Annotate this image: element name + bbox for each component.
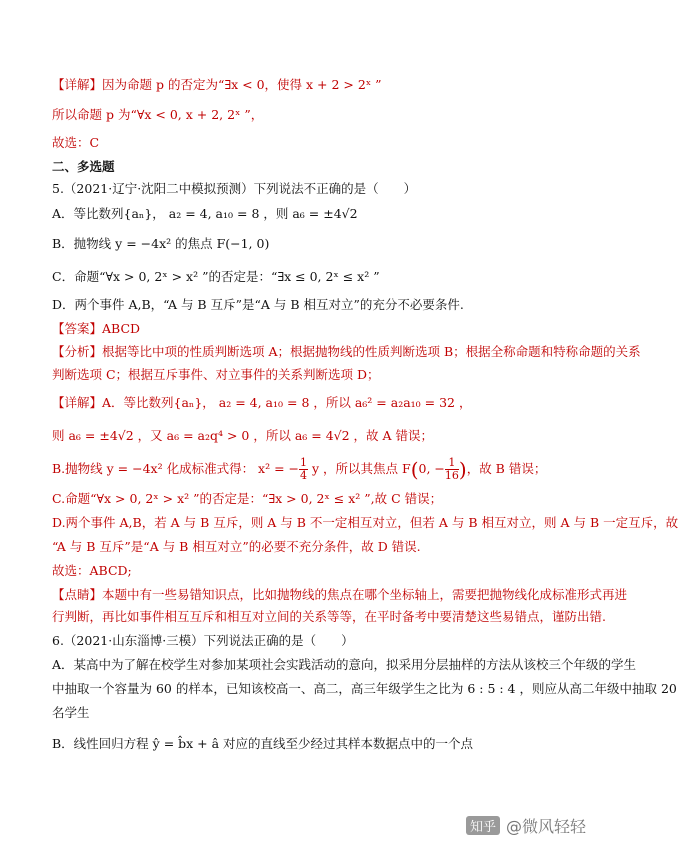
question-title: 6.（2021·山东淄博·三模）下列说法正确的是（ ）	[52, 633, 354, 648]
fraction-denominator: 16	[444, 469, 459, 482]
option-c: C．命题“∀x > 0, 2ˣ > x² ”的否定是：“∃x ≤ 0, 2ˣ ≤ x² ”	[52, 269, 380, 284]
focus-point-prefix: 0, −	[418, 461, 445, 476]
detail-line: 【详解】A．等比数列{aₙ}， a₂ = 4, a₁₀ = 8 ，所以 a₆² = a₂a₁₀ = 32 ，	[52, 395, 472, 410]
detail-line: C.命题“∀x > 0, 2ˣ > x² ”的否定是：“∃x > 0, 2ˣ ≤ x² ”,故 C 错误；	[52, 491, 443, 506]
option-a-cont: 名学生	[52, 705, 90, 720]
question-title: 5.（2021·辽宁·沈阳二中模拟预测）下列说法不正确的是（ ）	[52, 181, 417, 196]
option-b: B．抛物线 y = −4x² 的焦点 F(−1, 0)	[52, 236, 270, 251]
section-heading: 二、多选题	[52, 159, 115, 174]
conclusion-line: 故选：ABCD;	[52, 563, 132, 578]
answer-line: 【答案】ABCD	[52, 321, 141, 336]
watermark-text: @微风轻轻	[505, 817, 586, 836]
detail-line: D.两个事件 A,B，若 A 与 B 互斥，则 A 与 B 不一定相互对立，但若 A 与 B 相互对立，则 A 与 B 一定互斥，故	[52, 515, 678, 530]
fraction-one-quarter	[299, 457, 308, 482]
fraction-one-sixteenth	[445, 457, 459, 482]
remark-line: 行判断，再比如事件相互互斥和相互对立间的关系等等，在平时备考中要清楚这些易错点，谨防出错.	[52, 609, 606, 624]
detail-b-part2: y ，所以其焦点 F	[312, 461, 411, 476]
option-b: B．线性回归方程 ŷ = b̂x + â 对应的直线至少经过其样本数据点中的一个点	[52, 736, 474, 751]
detail-b-part1: B.抛物线 y = −4x² 化成标准式得： x² = −	[52, 461, 300, 476]
detail-b-part3: ，故 B 错误；	[466, 461, 547, 476]
text-line: 所以命题 p 为“∀x < 0, x + 2, 2ˣ ”，	[52, 107, 264, 122]
analysis-line: 【分析】根据等比中项的性质判断选项 A；根据抛物线的性质判断选项 B；根据全称命题和特称命题的关系	[52, 344, 641, 359]
detail-line: 则 a₆ = ±4√2 ，又 a₆ = a₂q⁴ > 0 ，所以 a₆ = 4√2 ，故 A 错误；	[52, 428, 434, 443]
analysis-line: 判断选项 C；根据互斥事件、对立事件的关系判断选项 D；	[52, 367, 380, 382]
fraction-numerator: 1	[300, 456, 308, 469]
watermark	[466, 814, 586, 837]
option-a-cont: 中抽取一个容量为 60 的样本，已知该校高一、高二，高三年级学生之比为 6 : 5 : 4 ，则应从高二年级中抽取 20	[52, 681, 677, 696]
option-a: A．等比数列{aₙ}， a₂ = 4, a₁₀ = 8 ，则 a₆ = ±4√2	[52, 206, 358, 221]
text-line: 【详解】因为命题 p 的否定为“∃x < 0，使得 x + 2 > 2ˣ ”	[52, 77, 382, 92]
detail-line: “A 与 B 互斥”是“A 与 B 相互对立”的必要不充分条件，故 D 错误.	[52, 539, 421, 554]
option-d: D．两个事件 A,B，“A 与 B 互斥”是“A 与 B 相互对立”的充分不必要条件.	[52, 297, 464, 312]
detail-line-b: B.抛物线 y = −4x² 化成标准式得： x² = − $\frac{1}{4}$ y ，所以其焦点 F(0, − $\frac{1}{16}$ )，故 B 错误；	[52, 456, 547, 482]
option-a: A．某高中为了解在校学生对参加某项社会实践活动的意向，拟采用分层抽样的方法从该校三个年级的学生	[52, 657, 637, 672]
text-line: 故选：C	[52, 135, 100, 150]
fraction-denominator: 4	[300, 469, 308, 482]
remark-line: 【点睛】本题中有一些易错知识点，比如抛物线的焦点在哪个坐标轴上，需要把抛物线化成标准形式再进	[52, 587, 628, 602]
zhihu-logo: 知乎	[466, 816, 500, 835]
fraction-numerator: 1	[445, 457, 459, 470]
